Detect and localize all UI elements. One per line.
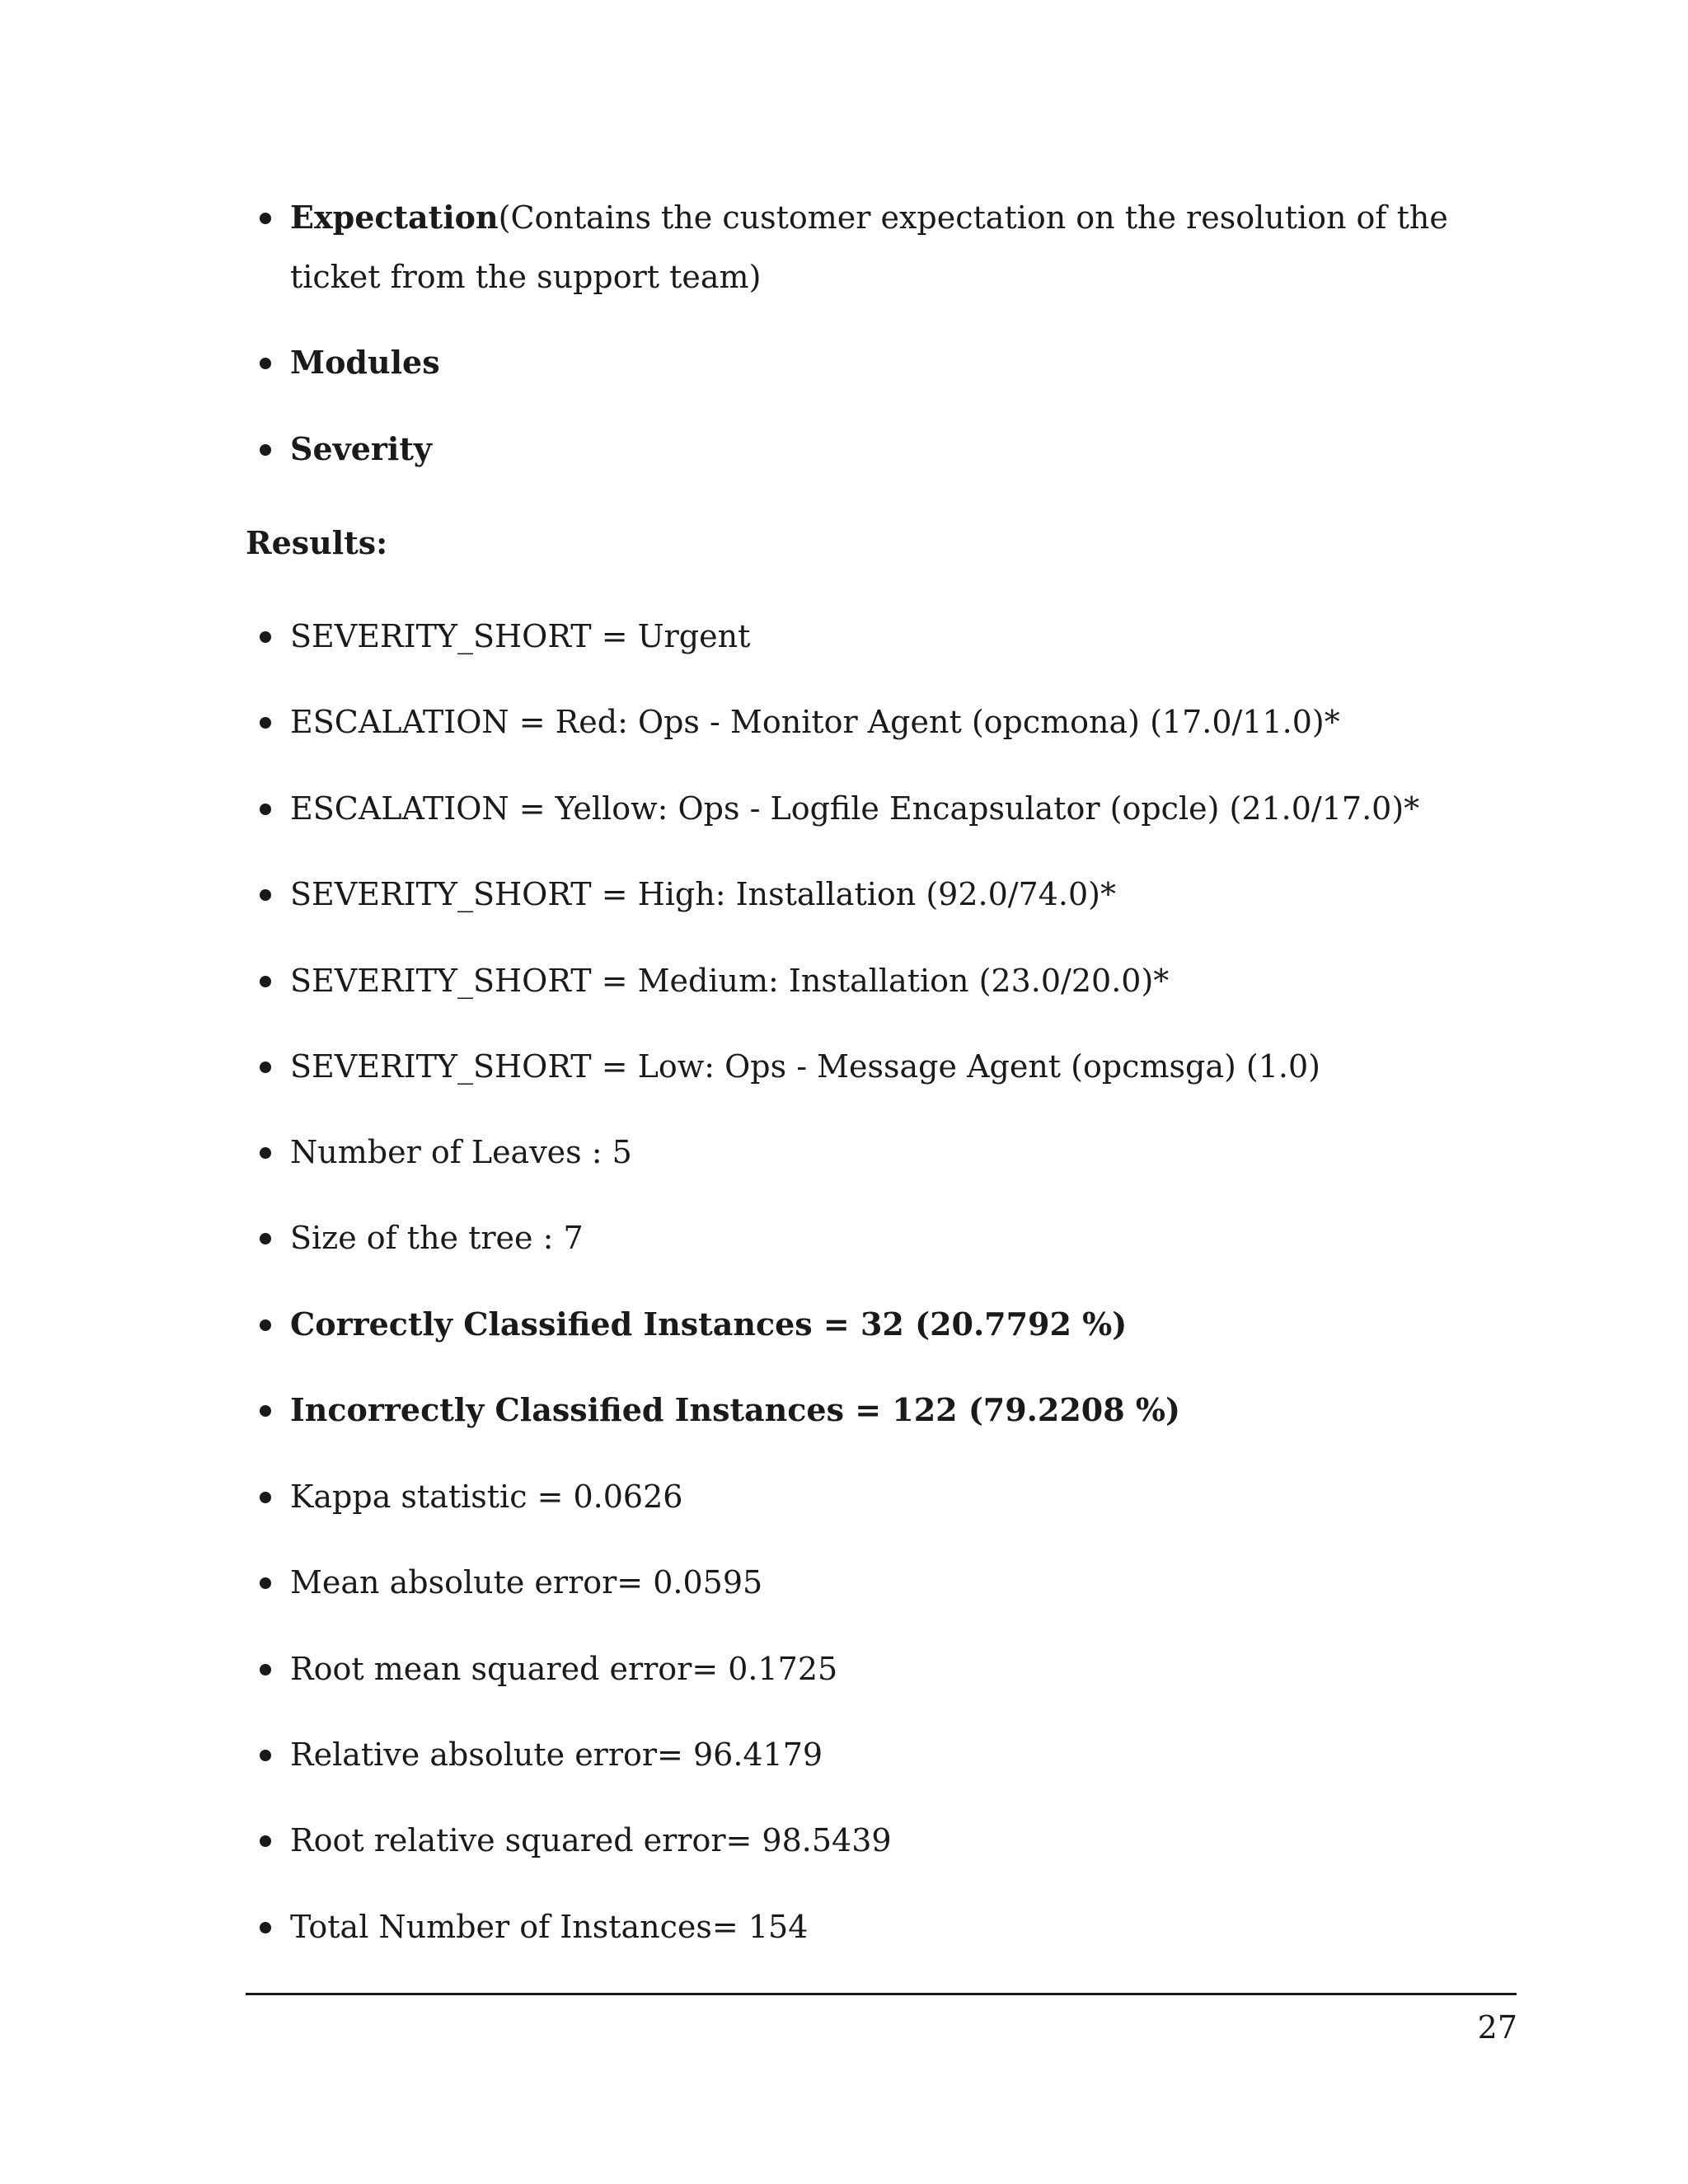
- page-number: 27: [1477, 2009, 1517, 2046]
- attribute-name: Severity: [290, 430, 432, 467]
- result-item: ESCALATION = Red: Ops - Monitor Agent (opcmona) (17.0/11.0)*: [290, 692, 1340, 752]
- results-heading: Results:: [246, 524, 388, 561]
- result-item: Total Number of Instances= 154: [290, 1897, 808, 1957]
- attribute-name: Expectation: [290, 199, 499, 236]
- result-item: Size of the tree : 7: [290, 1208, 584, 1268]
- result-item: Mean absolute error= 0.0595: [290, 1553, 762, 1612]
- footer-rule: [246, 1993, 1517, 1995]
- attribute-description: (Contains the customer expectation on the resolution of the ticket from the support team): [290, 199, 1448, 295]
- result-item-incorrectly-classified: Incorrectly Classified Instances = 122 (79.2208 %): [290, 1380, 1180, 1440]
- result-item: Root relative squared error= 98.5439: [290, 1811, 892, 1870]
- result-item: SEVERITY_SHORT = Medium: Installation (23.0/20.0)*: [290, 951, 1169, 1010]
- attribute-name: Modules: [290, 344, 440, 381]
- result-item: Root mean squared error= 0.1725: [290, 1639, 837, 1699]
- attribute-item-severity: [290, 419, 432, 479]
- result-item: Relative absolute error= 96.4179: [290, 1725, 823, 1784]
- attribute-item-expectation: [290, 188, 1510, 307]
- result-item-correctly-classified: Correctly Classified Instances = 32 (20.7792 %): [290, 1295, 1127, 1354]
- result-item: Kappa statistic = 0.0626: [290, 1467, 682, 1526]
- result-item: SEVERITY_SHORT = Low: Ops - Message Agent (opcmsga) (1.0): [290, 1037, 1320, 1096]
- result-item: Number of Leaves : 5: [290, 1122, 632, 1182]
- result-item: ESCALATION = Yellow: Ops - Logfile Encapsulator (opcle) (21.0/17.0)*: [290, 779, 1419, 838]
- attribute-item-modules: [290, 333, 440, 392]
- result-item: SEVERITY_SHORT = Urgent: [290, 607, 750, 666]
- result-item: SEVERITY_SHORT = High: Installation (92.0/74.0)*: [290, 865, 1116, 924]
